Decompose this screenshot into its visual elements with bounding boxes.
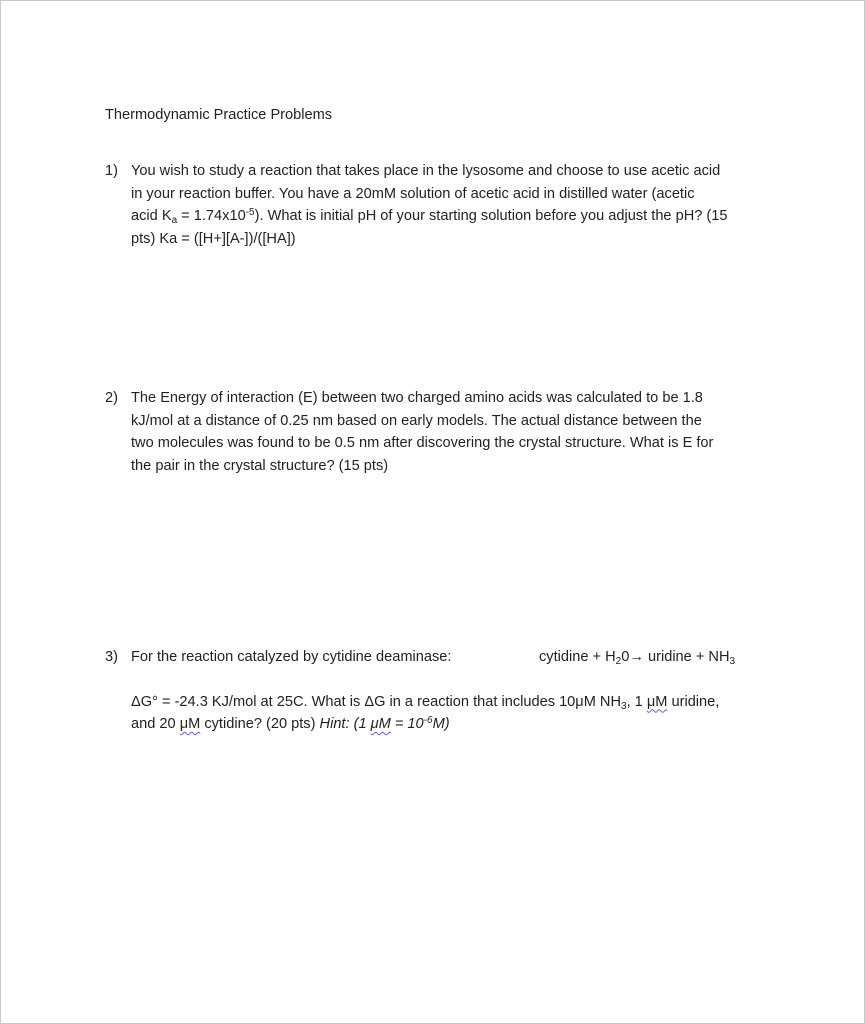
problem-text-line [131, 691, 775, 714]
problem-number: 1) [105, 163, 118, 179]
superscript: -6 [423, 715, 433, 726]
superscript: -5 [245, 207, 255, 218]
text-run: M) [432, 716, 450, 732]
subscript: 2 [615, 656, 622, 667]
problem-text-line [131, 205, 775, 228]
problem-text-line: pts) Ka = ([H+][A-])/([HA]) [131, 230, 296, 247]
problem-number: 2) [105, 390, 118, 406]
problem-text-line [131, 713, 775, 736]
text-run: = 1.74x10 [177, 208, 246, 224]
text-run: cytidine? (20 pts) [200, 716, 320, 732]
problem-1 [105, 160, 775, 250]
text-run: uridine, [667, 693, 720, 710]
problem-text-line: in your reaction buffer. You have a 20mM solution of acetic acid in distilled water (acetic [131, 185, 695, 202]
text-run: cytidine + H [539, 649, 616, 665]
subscript: 3 [729, 656, 736, 667]
text-run: , 1 [626, 693, 647, 710]
problem-text-line: The Energy of interaction (E) between two charged amino acids was calculated to be 1.8 [131, 390, 703, 406]
problem-text-line: two molecules was found to be 0.5 nm after discovering the crystal structure. What is E for [131, 435, 714, 451]
hint-text [320, 716, 450, 732]
text-run: = 10 [390, 716, 424, 732]
problem-3 [105, 646, 775, 736]
subscript: a [171, 215, 178, 226]
problem-text-line: You wish to study a reaction that takes place in the lysosome and choose to use acetic acid [131, 163, 721, 179]
problem-text-line: For the reaction catalyzed by cytidine deaminase: [131, 649, 452, 665]
text-run: ). What is initial pH of your starting solution before you adjust the pH? (15 [254, 208, 728, 224]
text-run: Hint: (1 [319, 716, 371, 732]
spellcheck-underlined-text: μM [646, 693, 668, 710]
text-run: 0→ uridine + NH [621, 649, 730, 665]
spellcheck-underlined-text: μM [370, 716, 391, 732]
text-run: acid K [131, 208, 172, 224]
subscript: 3 [621, 700, 627, 712]
text-run: and 20 [131, 716, 180, 732]
reaction-equation [539, 646, 735, 669]
page-title: Thermodynamic Practice Problems [105, 107, 333, 123]
spellcheck-underlined-text: μM [179, 716, 201, 732]
problem-2 [105, 387, 775, 477]
problem-number: 3) [105, 649, 118, 665]
text-run: ΔG° = -24.3 KJ/mol at 25C. What is ΔG in a reaction that includes 10μM NH [131, 693, 621, 710]
problem-text-line: the pair in the crystal structure? (15 pts) [131, 457, 389, 474]
problem-text-line: kJ/mol at a distance of 0.25 nm based on early models. The actual distance between the [131, 412, 702, 429]
